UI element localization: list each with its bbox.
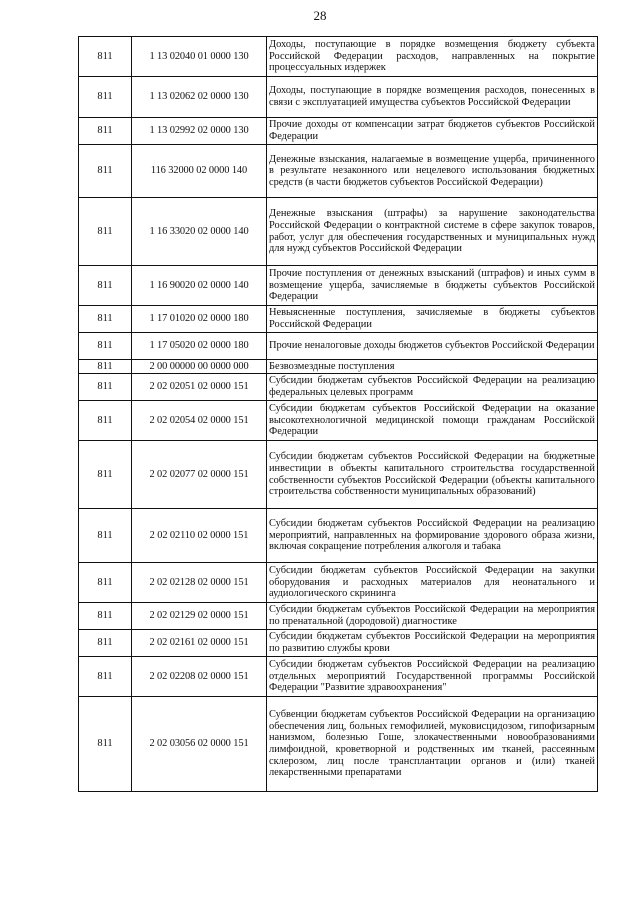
revenue-name-cell: Субвенции бюджетам субъектов Российской Федерации на организацию обеспечения лиц, больных гемофилией, муковисцидозом, гипофизарным нанизмом, болезнью Гоше, злокачественными новообразованиями лимфоидной, кроветворной и родственных им тканей, рассеянным склерозом, лиц после трансплантации органов и (или) тканей лекарственными препаратами	[267, 697, 598, 792]
budget-code-cell: 1 13 02062 02 0000 130	[132, 77, 267, 118]
revenue-name-cell: Денежные взыскания, налагаемые в возмещение ущерба, причиненного в результате незаконного или нецелевого использования бюджетных средств (в части бюджетов субъектов Российской Федерации)	[267, 145, 598, 198]
table-row	[79, 360, 598, 374]
admin-code-cell: 811	[79, 630, 132, 657]
admin-code-cell: 811	[79, 306, 132, 333]
admin-code-cell: 811	[79, 145, 132, 198]
revenue-name-cell: Субсидии бюджетам субъектов Российской Федерации на реализацию мероприятий, направленных на формирование здорового образа жизни, включая сокращение потребления алкоголя и табака	[267, 509, 598, 563]
table-row	[79, 266, 598, 306]
table-row	[79, 509, 598, 563]
revenue-name-cell: Доходы, поступающие в порядке возмещения расходов, понесенных в связи с эксплуатацией имущества субъектов Российской Федерации	[267, 77, 598, 118]
revenue-name-cell: Прочие неналоговые доходы бюджетов субъектов Российской Федерации	[267, 333, 598, 360]
admin-code-cell: 811	[79, 118, 132, 145]
budget-code-cell: 116 32000 02 0000 140	[132, 145, 267, 198]
table-row	[79, 630, 598, 657]
budget-code-cell: 2 02 02054 02 0000 151	[132, 401, 267, 441]
budget-code-cell: 1 17 05020 02 0000 180	[132, 333, 267, 360]
admin-code-cell: 811	[79, 37, 132, 77]
budget-code-cell: 1 16 90020 02 0000 140	[132, 266, 267, 306]
revenue-name-cell: Субсидии бюджетам субъектов Российской Федерации на мероприятия по развитию службы крови	[267, 630, 598, 657]
budget-classification-table	[78, 36, 598, 792]
admin-code-cell: 811	[79, 360, 132, 374]
table-row	[79, 145, 598, 198]
budget-code-cell: 2 02 02161 02 0000 151	[132, 630, 267, 657]
table-row	[79, 118, 598, 145]
table-row	[79, 697, 598, 792]
budget-code-cell: 2 02 02208 02 0000 151	[132, 657, 267, 697]
budget-code-cell: 2 02 02077 02 0000 151	[132, 441, 267, 509]
budget-code-cell: 2 02 02110 02 0000 151	[132, 509, 267, 563]
budget-code-cell: 1 13 02992 02 0000 130	[132, 118, 267, 145]
revenue-name-cell: Доходы, поступающие в порядке возмещения бюджету субъекта Российской Федерации расходов, направленных на покрытие процессуальных издержек	[267, 37, 598, 77]
table-row	[79, 77, 598, 118]
revenue-name-cell: Безвозмездные поступления	[267, 360, 598, 374]
budget-code-cell: 2 02 02129 02 0000 151	[132, 603, 267, 630]
budget-code-cell: 1 16 33020 02 0000 140	[132, 198, 267, 266]
admin-code-cell: 811	[79, 266, 132, 306]
admin-code-cell: 811	[79, 374, 132, 401]
admin-code-cell: 811	[79, 563, 132, 603]
revenue-name-cell: Субсидии бюджетам субъектов Российской Федерации на бюджетные инвестиции в объекты капитального строительства государственной собственности субъектов Российской Федерации (объекты капитального строительства собственности муниципальных образований)	[267, 441, 598, 509]
revenue-name-cell: Невыясненные поступления, зачисляемые в бюджеты субъектов Российской Федерации	[267, 306, 598, 333]
revenue-name-cell: Прочие доходы от компенсации затрат бюджетов субъектов Российской Федерации	[267, 118, 598, 145]
table-row	[79, 563, 598, 603]
admin-code-cell: 811	[79, 657, 132, 697]
revenue-name-cell: Субсидии бюджетам субъектов Российской Федерации на оказание высокотехнологичной медицинской помощи гражданам Российской Федерации	[267, 401, 598, 441]
revenue-name-cell: Субсидии бюджетам субъектов Российской Федерации на мероприятия по пренатальной (дородовой) диагностике	[267, 603, 598, 630]
table-row	[79, 306, 598, 333]
admin-code-cell: 811	[79, 603, 132, 630]
admin-code-cell: 811	[79, 441, 132, 509]
budget-code-cell: 2 02 03056 02 0000 151	[132, 697, 267, 792]
table-row	[79, 401, 598, 441]
table-row	[79, 333, 598, 360]
budget-code-cell: 1 13 02040 01 0000 130	[132, 37, 267, 77]
admin-code-cell: 811	[79, 198, 132, 266]
table-row	[79, 374, 598, 401]
revenue-name-cell: Денежные взыскания (штрафы) за нарушение законодательства Российской Федерации о контрактной системе в сфере закупок товаров, работ, услуг для обеспечения государственных и муниципальных нужд для нужд субъектов Российской Федерации	[267, 198, 598, 266]
budget-code-cell: 2 02 02051 02 0000 151	[132, 374, 267, 401]
budget-code-cell: 2 00 00000 00 0000 000	[132, 360, 267, 374]
table-row	[79, 37, 598, 77]
table-row	[79, 441, 598, 509]
table-row	[79, 657, 598, 697]
revenue-name-cell: Прочие поступления от денежных взысканий (штрафов) и иных сумм в возмещение ущерба, зачисляемые в бюджеты субъектов Российской Федерации	[267, 266, 598, 306]
page-number: 28	[313, 8, 327, 23]
admin-code-cell: 811	[79, 697, 132, 792]
revenue-name-cell: Субсидии бюджетам субъектов Российской Федерации на закупки оборудования и расходных материалов для неонатального и аудиологического скрининга	[267, 563, 598, 603]
admin-code-cell: 811	[79, 401, 132, 441]
revenue-name-cell: Субсидии бюджетам субъектов Российской Федерации на реализацию федеральных целевых программ	[267, 374, 598, 401]
budget-code-cell: 1 17 01020 02 0000 180	[132, 306, 267, 333]
revenue-name-cell: Субсидии бюджетам субъектов Российской Федерации на реализацию отдельных мероприятий Государственной программы Российской Федерации "Развитие здравоохранения"	[267, 657, 598, 697]
admin-code-cell: 811	[79, 509, 132, 563]
admin-code-cell: 811	[79, 77, 132, 118]
admin-code-cell: 811	[79, 333, 132, 360]
budget-code-cell: 2 02 02128 02 0000 151	[132, 563, 267, 603]
table-row	[79, 603, 598, 630]
table-row	[79, 198, 598, 266]
